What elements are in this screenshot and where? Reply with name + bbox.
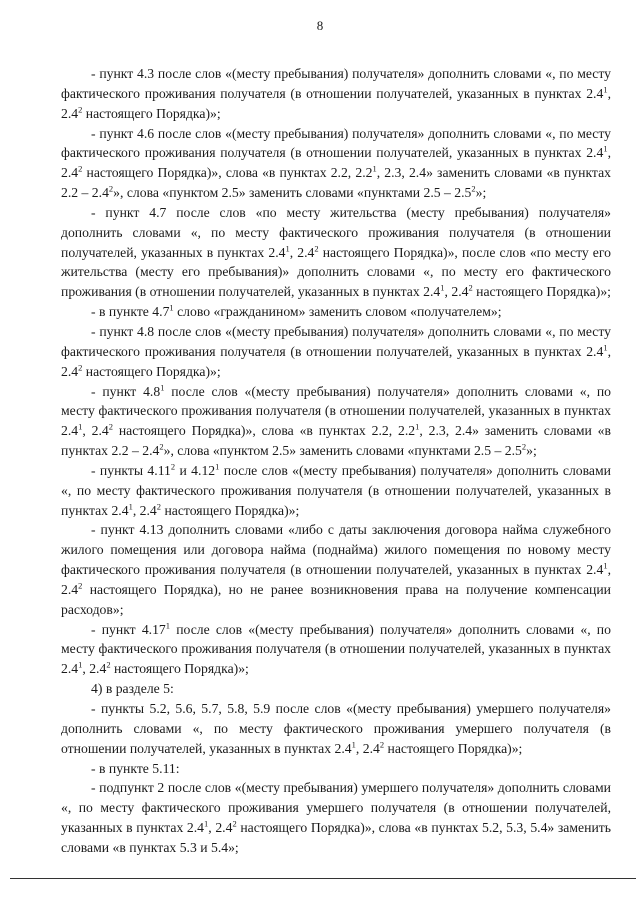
text-run: - пункт 4.6 после слов «(месту пребывания) получателя» дополнить словами «, по месту фактического проживания получателя (в отношении получателей, указанных в пунктах 2.4 [61, 125, 611, 161]
text-run: , 2.4 [289, 244, 315, 260]
superscript: 2 [159, 441, 164, 452]
superscript: 1 [128, 501, 133, 511]
superscript: 1 [440, 282, 445, 293]
superscript: 2 [78, 362, 83, 373]
superscript: 2 [156, 501, 162, 511]
text-run: - пункт 4.8 после слов «(месту пребывания) получателя» дополнить словами «, по месту фактического проживания получателя (в отношении получателей, указанных в пунктах 2.4 [61, 323, 611, 359]
superscript: 1 [215, 461, 220, 472]
superscript: 2 [170, 461, 176, 472]
text-run: слово «гражданином» заменить словом «получателем»; [173, 304, 502, 320]
text-run: настоящего Порядка)»; [82, 105, 221, 121]
text-run: после слов «(месту пребывания) получателя» дополнить словами «, по месту фактического проживания получателя (в отношении получателей, указанных в пунктах 2.4 [61, 462, 611, 518]
text-run: настоящего Порядка)», слова «в пунктах 5.2, 5.3, 5.4» заменить словами «в пунктах 5.3 и 5.4»; [61, 820, 611, 855]
text-run: », слова «пунктом 2.5» заменить словами «пунктами 2.5 – 2.5 [113, 185, 472, 201]
paragraph [61, 203, 611, 302]
superscript: 2 [379, 739, 385, 750]
paragraph [61, 520, 611, 619]
text-run: - пункты 4.11 [91, 462, 171, 478]
superscript: 1 [78, 421, 83, 432]
text-run: , 2.4 [61, 85, 611, 121]
text-run: , 2.4 [132, 502, 157, 518]
text-run: настоящего Порядка)», слова «в пунктах 2.2, 2.2 [82, 165, 373, 181]
paragraph [61, 699, 611, 759]
text-run: , 2.3, 2.4» заменить словами «в пунктах 2.2 – 2.4 [61, 165, 611, 201]
text-run: настоящего Порядка)»; [384, 740, 523, 756]
text-run: и 4.12 [175, 462, 216, 478]
superscript: 1 [372, 163, 377, 174]
superscript: 1 [603, 560, 608, 571]
text-run: , 2.4 [61, 145, 611, 181]
superscript: 2 [78, 580, 83, 591]
text-run: , 2.4 [61, 562, 611, 597]
text-run: , 2.3, 2.4» заменить словами «в пунктах 2.2 – 2.4 [61, 423, 611, 459]
bottom-rule [10, 878, 636, 879]
text-run: »; [526, 443, 537, 459]
text-run: настоящего Порядка)», слова «в пунктах 2.2, 2.2 [113, 423, 416, 439]
text-run: - в пункте 5.11: [91, 760, 180, 776]
text-run: , 2.4 [82, 661, 107, 677]
text-run: настоящего Порядка)»; [110, 661, 249, 677]
superscript: 2 [108, 183, 114, 194]
document-body [61, 64, 611, 858]
text-run: - пункт 4.17 [91, 621, 166, 637]
text-run: , 2.4 [355, 740, 380, 756]
superscript: 1 [603, 143, 608, 154]
superscript: 2 [521, 441, 527, 452]
text-run: настоящего Порядка), но не ранее возникновения права на получение компенсации расходов»; [61, 581, 611, 617]
text-run: - пункт 4.3 после слов «(месту пребывания) получателя» дополнить словами «, по месту фактического проживания получателя (в отношении получателей, указанных в пунктах 2.4 [61, 66, 611, 101]
superscript: 1 [603, 84, 608, 95]
superscript: 2 [314, 243, 319, 254]
superscript: 2 [471, 183, 476, 194]
superscript: 2 [108, 421, 113, 432]
paragraph [61, 759, 611, 779]
superscript: 1 [415, 421, 420, 432]
text-run: настоящего Порядка)»; [82, 363, 221, 379]
text-run: после слов «(месту пребывания) получателя» дополнить словами «, по месту фактического проживания получателя (в отношении получателей, указанных в пунктах 2.4 [61, 621, 611, 677]
paragraph [61, 679, 611, 699]
page-number: 8 [316, 18, 324, 33]
text-run: настоящего Порядка)»; [161, 502, 300, 518]
text-run: настоящего Порядка)»; [472, 284, 611, 300]
superscript: 1 [169, 302, 174, 313]
paragraph [61, 778, 611, 857]
superscript: 2 [106, 659, 111, 670]
text-run: , 2.4 [61, 343, 611, 379]
text-run: - в пункте 4.7 [91, 304, 170, 320]
superscript: 1 [78, 659, 83, 670]
paragraph [61, 302, 611, 322]
paragraph [61, 322, 611, 382]
superscript: 1 [351, 739, 356, 750]
superscript: 1 [204, 818, 209, 829]
superscript: 1 [603, 342, 608, 353]
text-run: - подпункт 2 после слов «(месту пребывания) умершего получателя» дополнить словами «, по месту фактического проживания умершего получателя (в отношении получателей, указанных в пунктах 2.4 [61, 780, 611, 836]
text-run: 4) в разделе 5: [91, 681, 174, 697]
text-run: », слова «пунктом 2.5» заменить словами «пунктами 2.5 – 2.5 [163, 443, 522, 459]
text-run: - пункты 5.2, 5.6, 5.7, 5.8, 5.9 после слов «(месту пребывания) умершего получателя» дополнить словами «, по месту фактического проживания умершего получателя (в отношении получателей, указанных в пунктах 2.4 [61, 701, 611, 756]
superscript: 2 [78, 163, 83, 174]
text-run: , 2.4 [82, 423, 109, 439]
text-run: »; [475, 185, 487, 201]
text-run: настоящего Порядка)», после слов «по месту его жительства (месту его пребывания)» дополнить словами «, по месту его фактического проживания (в отношении получателей, указанных в пунктах 2.4 [61, 244, 612, 300]
paragraph [61, 124, 611, 203]
superscript: 1 [165, 620, 171, 631]
paragraph [61, 382, 611, 461]
superscript: 2 [468, 282, 473, 293]
superscript: 2 [232, 818, 237, 829]
text-run: , 2.4 [208, 820, 233, 836]
superscript: 1 [160, 381, 165, 392]
text-run: , 2.4 [444, 284, 469, 300]
text-run: после слов «(месту пребывания) получателя» дополнить словами «, по месту фактического проживания получателя (в отношении получателей, указанных в пунктах 2.4 [61, 383, 611, 439]
text-run: - пункт 4.13 дополнить словами «либо с даты заключения договора найма служебного жилого помещения или договора найма (поднайма) жилого помещения по новому месту фактического проживания получателя (в отношении получателей, указанных в пунктах 2.4 [61, 522, 611, 578]
superscript: 2 [78, 104, 83, 115]
superscript: 1 [285, 243, 290, 254]
text-run: - пункт 4.8 [91, 383, 161, 399]
paragraph [61, 461, 611, 521]
paragraph [61, 620, 611, 680]
text-run: - пункт 4.7 после слов «по месту жительства (месту пребывания) получателя» дополнить словами «, по месту фактического проживания получателя (в отношении получателей, указанных в пунктах 2.4 [61, 204, 611, 260]
paragraph [61, 64, 611, 124]
